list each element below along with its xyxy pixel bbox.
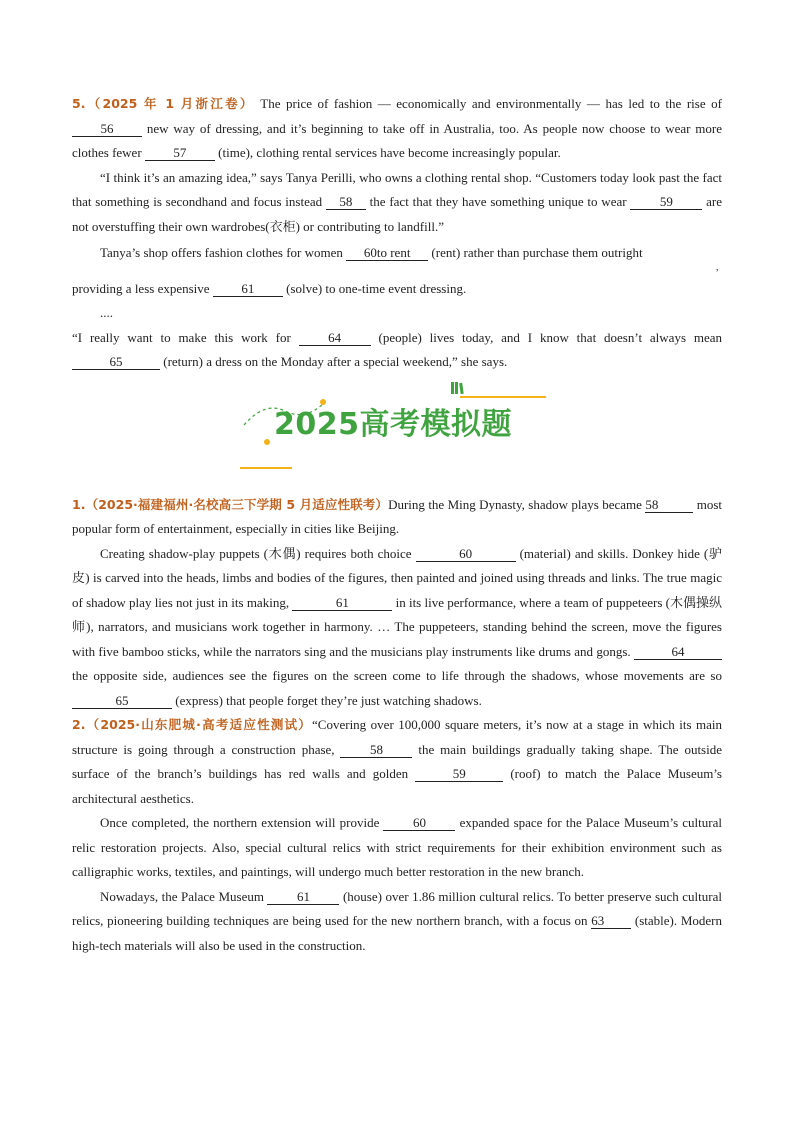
answer-blank-60: 60 [416, 546, 516, 562]
question-5-paragraph-4: providing a less expensive 61 (solve) to one-time event dressing. [72, 280, 467, 296]
answer-blank-64: 64 [299, 330, 371, 346]
answer-blank-60: 60to rent [346, 245, 428, 261]
answer-blank-58: 58 [326, 194, 366, 210]
answer-blank-65: 65 [72, 354, 160, 370]
answer-blank-60: 60 [383, 815, 455, 831]
answer-blank-58: 58 [645, 497, 693, 513]
answer-blank-63: 63 [591, 913, 631, 929]
question-source: 5.（2025 年 1 月浙江卷） [72, 96, 255, 111]
question-5-paragraph-5: “I really want to make this work for 64 (people) lives today, and I know that doesn’t always mean 65 (return) a dress on the Monday after a special weekend,” she says. [72, 329, 722, 369]
stray-mark: , [716, 262, 719, 273]
answer-blank-58: 58 [340, 742, 412, 758]
question-5-paragraph-2: “I think it’s an amazing idea,” says Tanya Perilli, who owns a clothing rental shop. “Customers today look past the fact that something is secondhand and focus instead 58 the fact that they have something unique to wear 59 are not overstuffing their own wardrobes(衣柜) or contributing to landfill.” [72, 169, 723, 234]
question-5-paragraph-1: 5.（2025 年 1 月浙江卷） The price of fashion — economically and environmentally — has led to the rise of 56 new way of dressing, and it’s beginning to take off in Australia, too. As people now choose to wear more clothes fewer 57 (time), clothing rental services have become increasingly popular. [72, 96, 722, 160]
question-2-paragraph-3: Nowadays, the Palace Museum 61 (house) over 1.86 million cultural relics. To better preserve such cultural relics, pioneering building techniques are being used for the new northern branch, with a focus on 63 (stable). Modern high-tech materials will also be used in the construction. [72, 888, 723, 953]
banner-bottom-line [240, 467, 292, 469]
answer-blank-61: 61 [292, 595, 392, 611]
answer-blank-56: 56 [72, 121, 142, 137]
answer-blank-61: 61 [267, 889, 339, 905]
question-5-paragraph-3: Tanya’s shop offers fashion clothes for women 60to rent (rent) rather than purchase them outright [100, 245, 643, 260]
document-body [72, 92, 722, 958]
banner-top-line [460, 396, 546, 398]
answer-blank-59: 59 [630, 194, 702, 210]
answer-blank-61: 61 [213, 281, 283, 297]
section-title: 2025高考模拟题 [274, 406, 512, 442]
answer-blank-64: 64 [634, 644, 722, 660]
answer-blank-59: 59 [415, 766, 503, 782]
question-2-paragraph-2: Once completed, the northern extension will provide 60 expanded space for the Palace Museum’s cultural relic restoration projects. Also, special cultural relics with strict requirements for their exhibition environment such as calligraphic works, textiles, and paintings, will undergo much better restoration in the new branch. [72, 815, 722, 879]
question-source: 2.（2025·山东肥城·高考适应性测试） [72, 717, 313, 732]
section-banner [72, 375, 722, 493]
books-icon [450, 381, 466, 395]
ellipsis: .... [100, 305, 113, 320]
question-source: 1.（2025·福建福州·名校高三下学期 5 月适应性联考） [72, 496, 389, 512]
answer-blank-57: 57 [145, 145, 215, 161]
question-2-paragraph-1: 2.（2025·山东肥城·高考适应性测试）“Covering over 100,000 square meters, it’s now at a stage in which its main structure is going through a construction phase, 58 the main buildings gradually taking shape. The outside surface of the branch’s buildings has red walls and golden 59 (roof) to match the Palace Museum’s architectural aesthetics. [72, 717, 722, 806]
decoration-dot [264, 439, 270, 445]
question-1-paragraph-1: 1.（2025·福建福州·名校高三下学期 5 月适应性联考）During the Ming Dynasty, shadow plays became 58 most popular form of entertainment, especially in cities like Beijing. [72, 496, 723, 536]
answer-blank-65: 65 [72, 693, 172, 709]
question-1-paragraph-2: Creating shadow-play puppets (木偶) requires both choice 60 (material) and skills. Donkey hide (驴皮) is carved into the heads, limbs and bodies of the figures, then painted and joined using threads and links. The true magic of shadow play lies not just in its making, 61 in its live performance, where a team of puppeteers (木偶操纵师), narrators, and musicians work together in harmony. … The puppeteers, standing behind the screen, move the figures with five bamboo sticks, while the narrators sing and the musicians play instruments like drums and gongs. 64the opposite side, audiences see the figures on the screen come to life through the shadows, whose movements are so 65 (express) that people forget they’re just watching shadows. [72, 545, 722, 708]
